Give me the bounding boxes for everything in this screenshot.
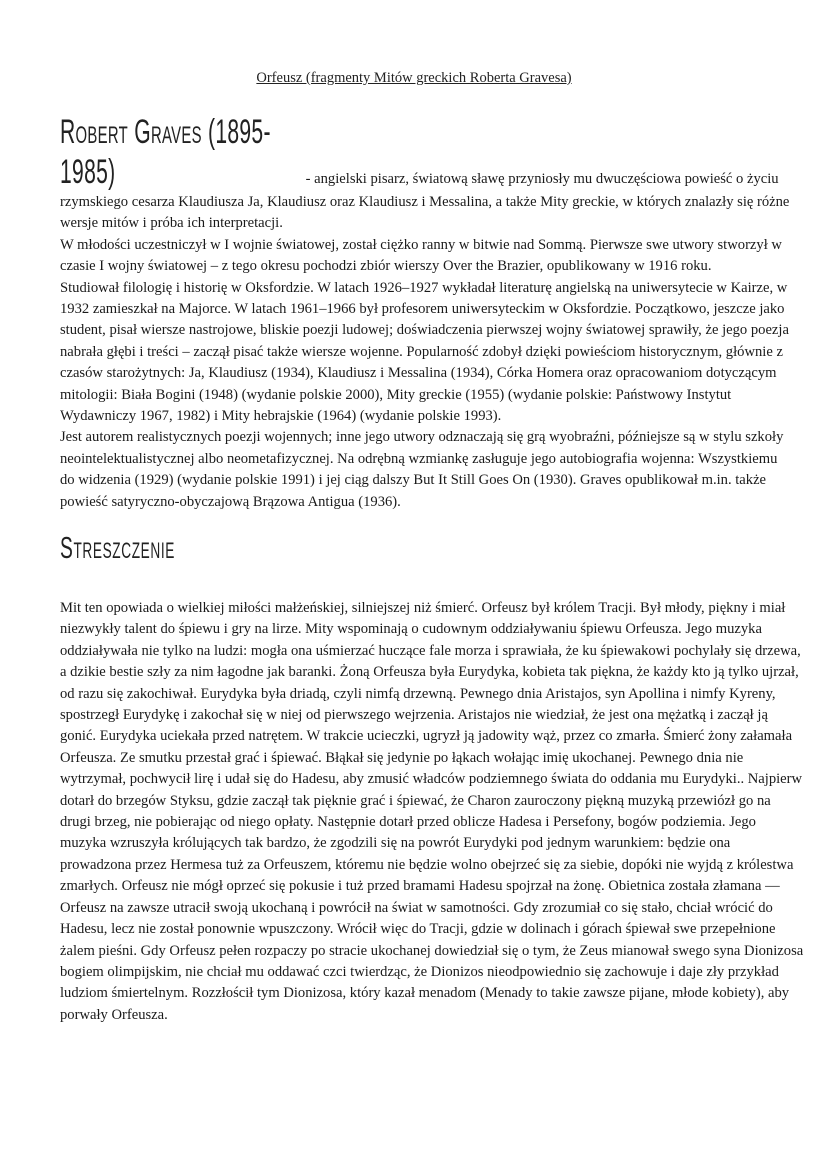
bio-paragraph-3: Studiował filologię i historię w Oksfordzie. W latach 1926–1927 wykładał literaturę angielską na uniwersytecie w Kairze, w 1932 zamieszkał na Majorce. W latach 1961–1966 był profesorem uniwersyteckim w Oksfordzie. Początkowo, jeszcze jako student, pisał wiersze nastrojowe, bliskie poezji ludowej; doświadczenia pierwszej wojny światowej sprawiły, że jego poezja nabrała głębi i treści – zaczął pisać także wiersze wojenne. Popularność zdobył dzięki powieściom historycznym, głównie z czasów starożytnych: Ja, Klaudiusz (1934), Klaudiusz i Messalina (1934), Córka Homera oraz opracowaniom dotyczącym mitologii: Biała Bogini (1948) (wydanie polskie 2000), Mity greckie (1955) (wydanie polskie: Państwowy Instytut Wydawniczy 1967, 1982) i Mity hebrajskie (1964) (wydanie polskie 1993). bbox=[60, 279, 789, 425]
author-bio-section bbox=[60, 112, 795, 513]
document-title: Orfeusz (fragmenty Mitów greckich Roberta Gravesa) bbox=[256, 70, 572, 86]
bio-paragraph-2: W młodości uczestniczył w I wojnie światowej, został ciężko ranny w bitwie nad Sommą. Pierwsze swe utwory stworzył w czasie I wojny światowej – z tego okresu pochodzi zbiór wierszy Over the Brazier, opublikowany w 1916 roku. bbox=[60, 236, 782, 275]
bio-paragraph-4: Jest autorem realistycznych poezji wojennych; inne jego utwory odznaczają się grą wyobraźni, późniejsze są w stylu szkoły neointelektualistycznej albo neometafizycznej. Na odrębną wzmiankę zasługuje jego autobiografia wojenna: Wszystkiemu do widzenia (1929) (wydanie polskie 1991) i jej ciąg dalszy But It Still Goes On (1930). Graves opublikował m.in. także powieść satyryczno-obyczajową Brązowa Antigua (1936). bbox=[60, 429, 784, 510]
summary-text: Mit ten opowiada o wielkiej miłości małżeńskiej, silniejszej niż śmierć. Orfeusz był królem Tracji. Był młody, piękny i miał niezwykły talent do śpiewu i gry na lirze. Mity wspominają o cudownym oddziaływaniu śpiewu Orfeusza. Jego muzyka oddziaływała nie tylko na ludzi: mogła ona uśmierzać huczące fale morza i sprawiała, że ku śpiewakowi pochylały się drzewa, a dzikie bestie szły za nim łagodne jak baranki. Żoną Orfeusza była Eurydyka, kobieta tak piękna, że każdy kto ją tylko ujrzał, od razu się zakochiwał. Eurydyka była driadą, czyli nimfą drzewną. Pewnego dnia Aristajos, syn Apollina i nimfy Kyreny, spostrzegł Eurydykę i zakochał się w niej od pierwszego wejrzenia. Aristajos nie wiedział, że jest ona mężatką i zaczął ją gonić. Eurydyka uciekała przed natrętem. W trakcie ucieczki, ugryzł ją jadowity wąż, przez co zmarła. Śmierć żony załamała Orfeusza. Ze smutku przestał grać i śpiewać. Błąkał się jedynie po łąkach wołając imię ukochanej. Pewnego dnia nie wytrzymał, pochwycił lirę i udał się do Hadesu, aby zmusić władców podziemnego świata do oddania mu Eurydyki.. Najpierw dotarł do brzegów Styksu, gdzie zaczął tak pięknie grać i śpiewać, że Charon zauroczony piękną muzyką przewiózł go na drugi brzeg, nie pobierając od niego opłaty. Następnie dotarł przed oblicze Hadesa i Persefony, bogów podziemia. Jego muzyka wzruszyła królujących tak bardzo, że zgodzili się na powrót Eurydyki pod jednym warunkiem: będzie ona prowadzona przez Hermesa tuż za Orfeuszem, któremu nie będzie wolno obejrzeć się za siebie, dopóki nie wyjdą z królestwa zmarłych. Orfeusz nie mógł oprzeć się pokusie i tuż przed bramami Hadesu spojrzał na żonę. Obietnica została złamana — Orfeusz na zawsze utracił swoją ukochaną i powrócił na świat w samotności. Gdy zrozumiał co się stało, chciał wrócić do Hadesu, lecz nie został ponownie wpuszczony. Wrócił więc do Tracji, gdzie w dolinach i górach śpiewał swe przepełnione żalem pieśni. Gdy Orfeusz pełen rozpaczy po stracie ukochanej dowiedział się o tym, że Zeus mianował swego syna Dionizosa bogiem olimpijskim, nie chciał mu oddawać czci twierdząc, że Dionizos nieodpowiednio się zachowuje i daje zły przykład ludziom śmiertelnym. Rozzłościł tym Dionizosa, który kazał menadom (Menady to takie zawsze pijane, młode kobiety), aby porwały Orfeusza. bbox=[60, 600, 804, 1023]
author-heading: Robert Graves (1895-1985) bbox=[60, 113, 271, 191]
bio-paragraph-1-text: - angielski pisarz, światową sławę przyniosły mu dwuczęściowa powieść o życiu rzymskiego cesarza Klaudiusza Ja, Klaudiusz oraz Klaudiusz i Messalina, a także Mity greckie, w których znalazły się różne wersje mitów i próba ich interpretacji. bbox=[60, 171, 790, 232]
bio-paragraph-1 bbox=[60, 112, 795, 235]
summary-heading: Streszczenie bbox=[60, 530, 175, 565]
